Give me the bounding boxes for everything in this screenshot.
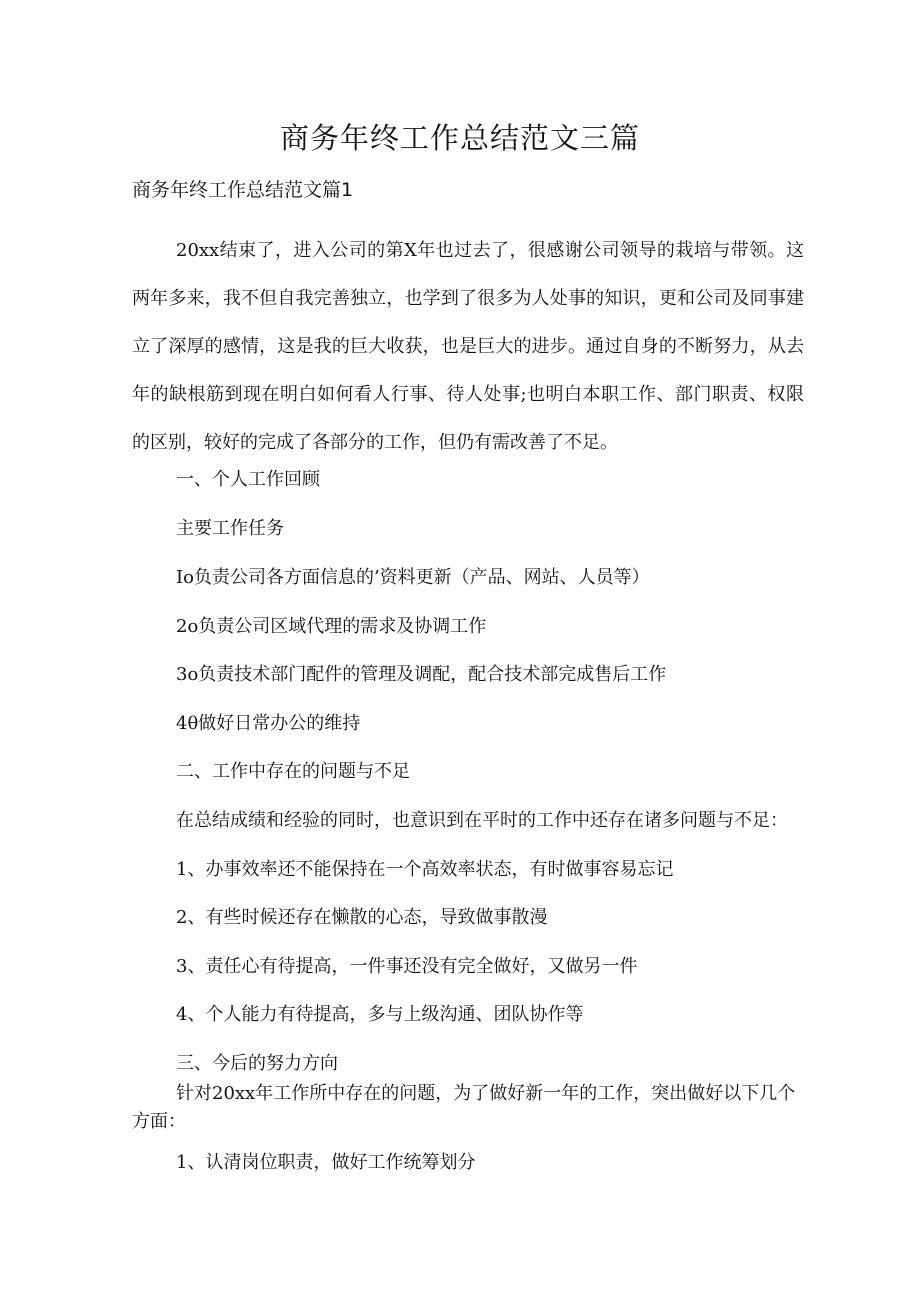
- intro-paragraph: 20xx结束了，进入公司的第X年也过去了，很感谢公司领导的栽培与带领。这两年多来，我不但自我完善独立，也学到了很多为人处事的知识，更和公司及同事建立了深厚的感情，这是我的巨大收获，也是巨大的进步。通过自身的不断努力，从去年的缺根筋到现在明白如何看人行事、待人处事;也明白本职工作、部门职责、权限的区别，较好的完成了各部分的工作，但仍有需改善了不足。: [132, 240, 804, 453]
- task-item: 2o负责公司区域代理的需求及协调工作: [176, 616, 487, 637]
- part3-heading: 三、今后的努力方向: [176, 1053, 338, 1074]
- part2-heading: 二、工作中存在的问题与不足: [176, 761, 410, 782]
- task-item: Io负责公司各方面信息的’资料更新（产品、网站、人员等）: [176, 567, 650, 588]
- problem-item: 4、个人能力有待提高，多与上级沟通、团队协作等: [176, 1004, 584, 1025]
- problem-item: 3、责任心有待提高，一件事还没有完全做好，又做另一件: [176, 956, 638, 977]
- problem-item: 2、有些时候还存在懒散的心态，导致做事散漫: [176, 907, 548, 928]
- task-item: 3o负责技术部门配件的管理及调配，配合技术部完成售后工作: [176, 664, 667, 685]
- direction-item: 1、认清岗位职责，做好工作统筹划分: [176, 1152, 476, 1173]
- main-tasks-heading: 主要工作任务: [176, 518, 284, 539]
- document-title: 商务年终工作总结范文三篇: [279, 121, 640, 155]
- part3-intro: 针对20xx年工作所中存在的问题，为了做好新一年的工作，突出做好以下几个方面：: [132, 1083, 796, 1132]
- part2-intro: 在总结成绩和经验的同时，也意识到在平时的工作中还存在诸多问题与不足：: [176, 810, 788, 831]
- section-heading: 商务年终工作总结范文篇1: [132, 179, 354, 201]
- task-item: 4θ做好日常办公的维持: [176, 713, 361, 734]
- problem-item: 1、办事效率还不能保持在一个高效率状态，有时做事容易忘记: [176, 859, 674, 880]
- part1-heading: 一、个人工作回顾: [176, 469, 320, 490]
